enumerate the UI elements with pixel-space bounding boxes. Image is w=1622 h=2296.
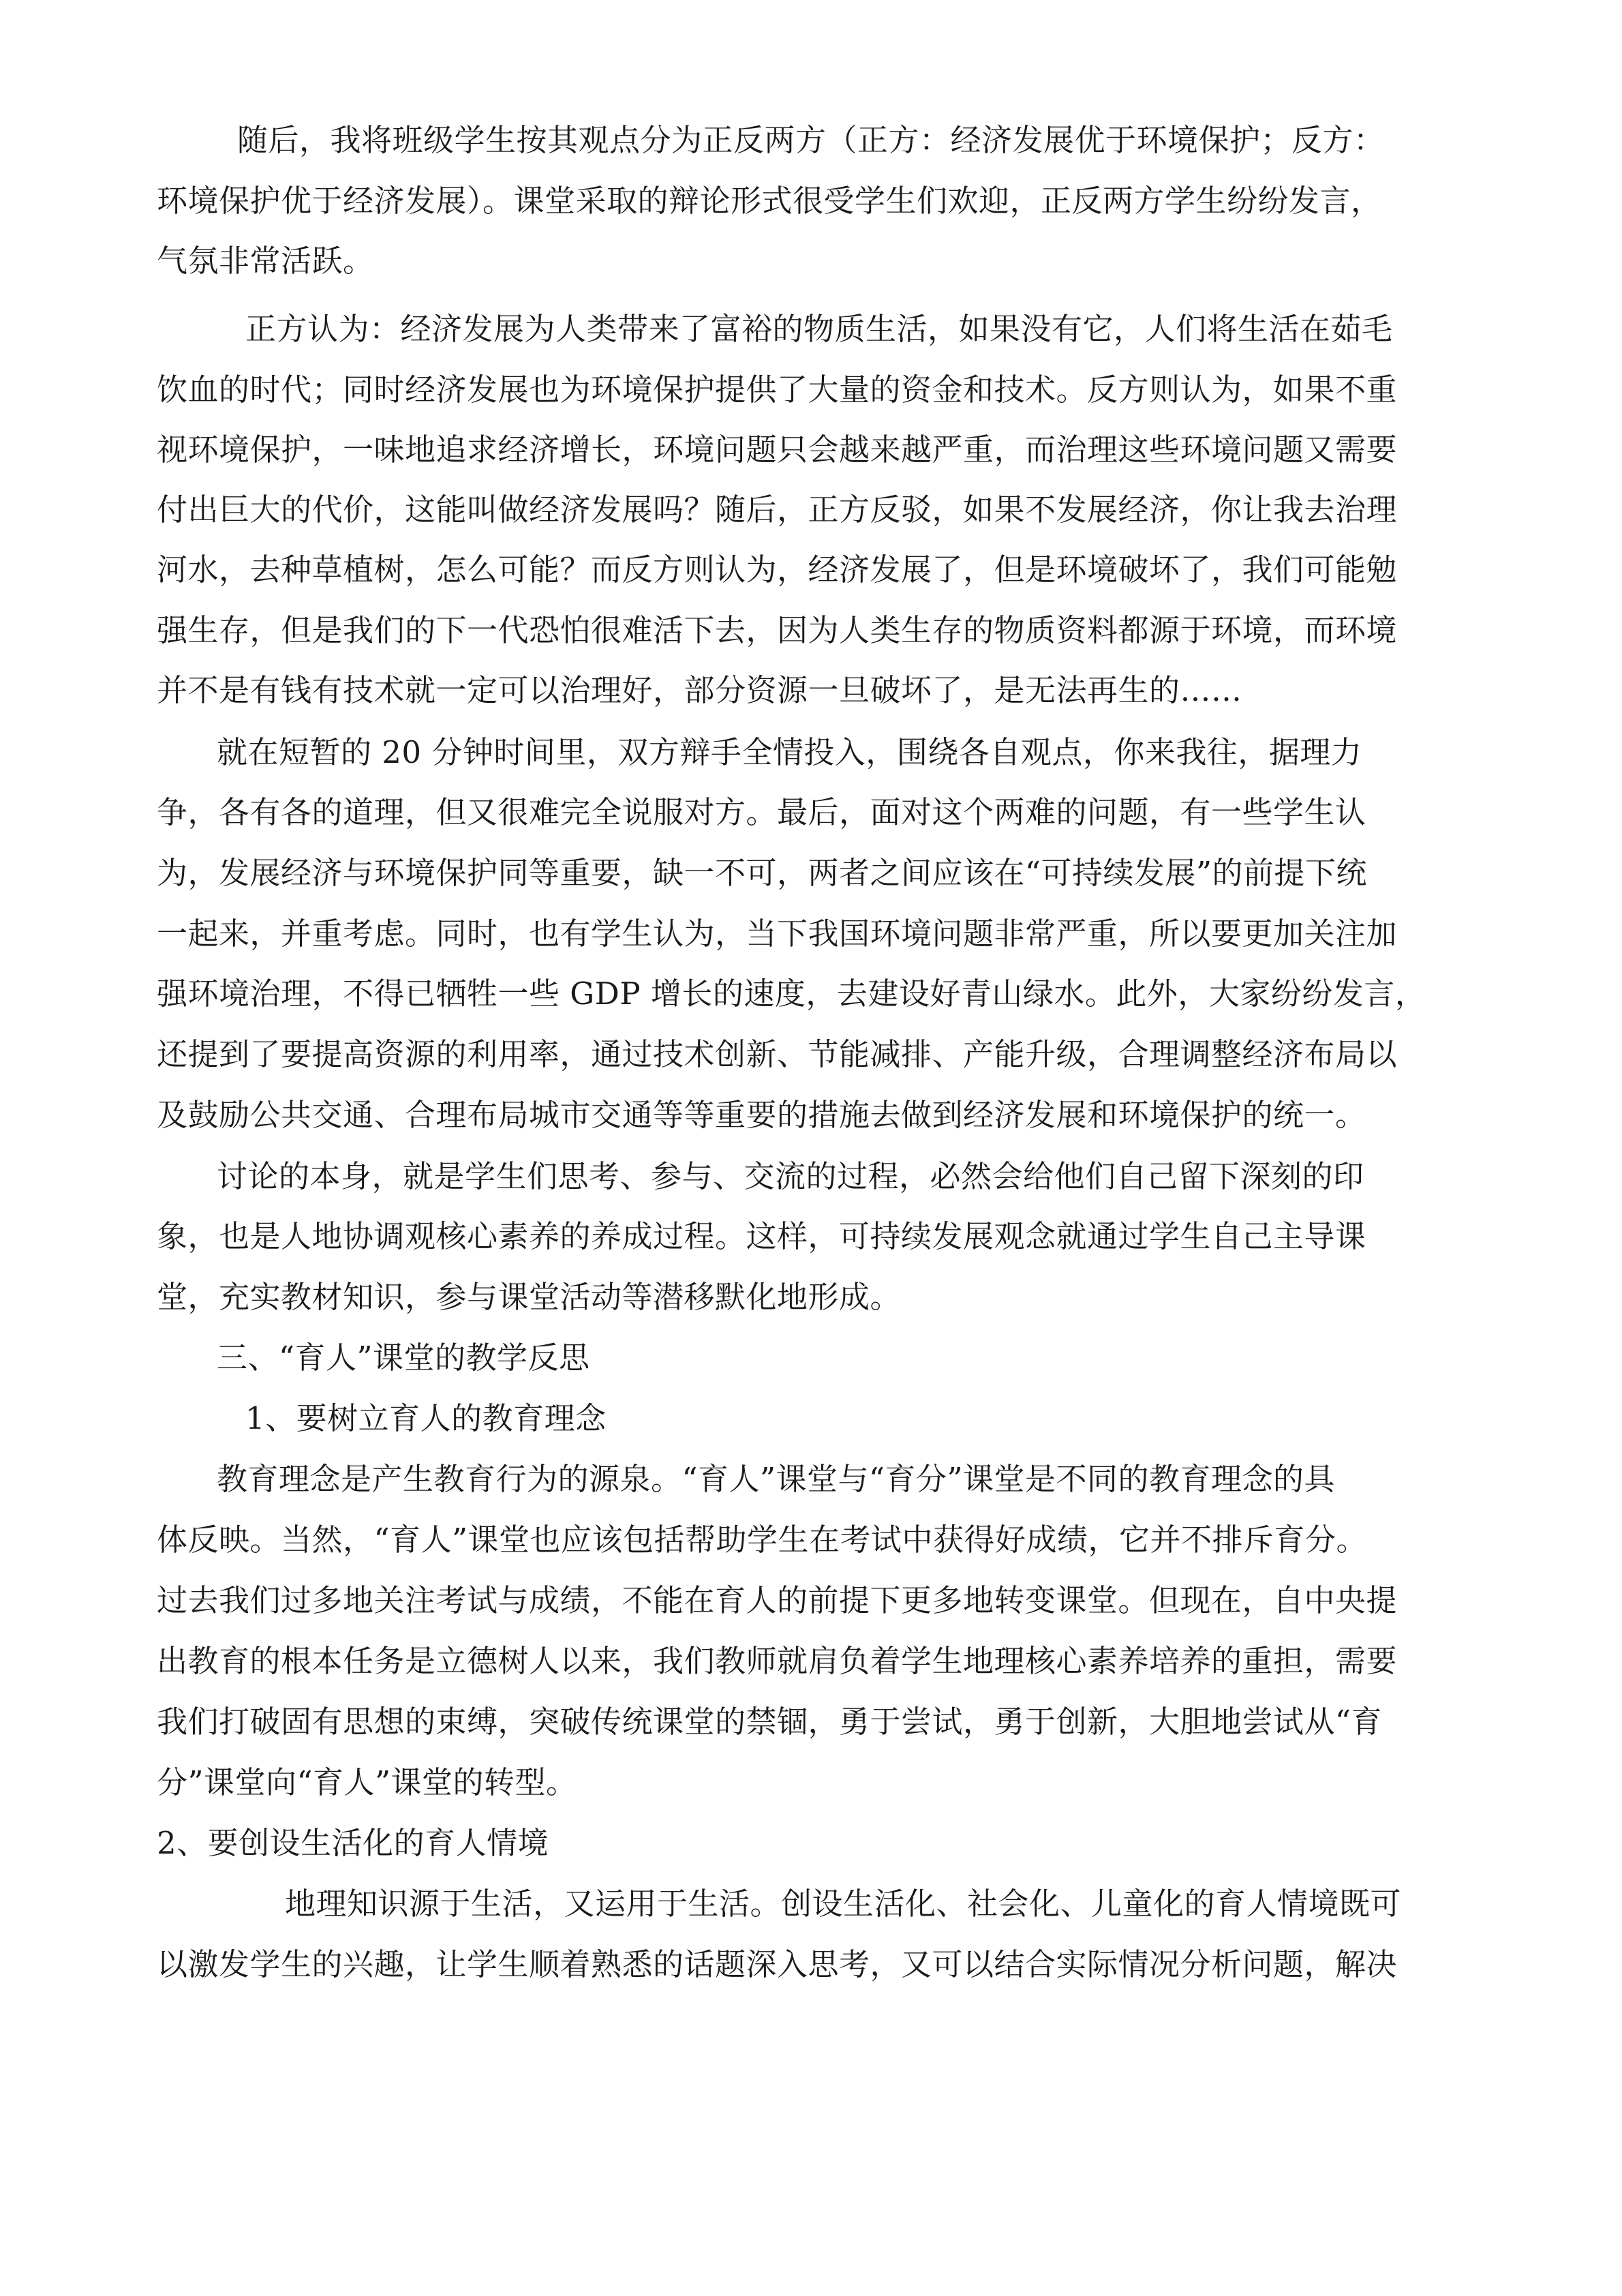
paragraph-line: 过去我们过多地关注考试与成绩，不能在育人的前提下更多地转变课堂。但现在，自中央提	[157, 1582, 1398, 1618]
paragraph-line: 地理知识源于生活，又运用于生活。创设生活化、社会化、儿童化的育人情境既可	[285, 1886, 1402, 1922]
paragraph-line: 象，也是人地协调观核心素养的养成过程。这样，可持续发展观念就通过学生自己主导课	[157, 1218, 1366, 1254]
paragraph-line: 强环境治理，不得已牺牲一些 GDP 增长的速度，去建设好青山绿水。此外，大家纷纷发言，	[157, 976, 1426, 1012]
section-heading: 三、“育人”课堂的教学反思	[217, 1340, 590, 1376]
paragraph-line: 以激发学生的兴趣，让学生顺着熟悉的话题深入思考，又可以结合实际情况分析问题，解决	[157, 1946, 1398, 1982]
paragraph-line: 堂，充实教材知识，参与课堂活动等潜移默化地形成。	[157, 1279, 902, 1315]
subsection-heading: 2、要创设生活化的育人情境	[157, 1825, 549, 1861]
paragraph-line: 气氛非常活跃。	[157, 243, 374, 279]
paragraph-line: 正方认为：经济发展为人类带来了富裕的物质生活，如果没有它，人们将生活在茹毛	[245, 311, 1393, 347]
paragraph-line: 河水，去种草植树，怎么可能？而反方则认为，经济发展了，但是环境破坏了，我们可能勉	[157, 552, 1398, 588]
paragraph-line: 一起来，并重考虑。同时，也有学生认为，当下我国环境问题非常严重，所以要更加关注加	[157, 916, 1398, 952]
paragraph-line: 体反映。当然，“育人”课堂也应该包括帮助学生在考试中获得好成绩，它并不排斥育分。	[157, 1522, 1368, 1558]
paragraph-line: 并不是有钱有技术就一定可以治理好，部分资源一旦破坏了，是无法再生的……	[157, 672, 1242, 708]
subsection-heading: 1、要树立育人的教育理念	[245, 1400, 607, 1436]
paragraph-line: 随后，我将班级学生按其观点分为正反两方（正方：经济发展优于环境保护；反方：	[237, 122, 1385, 158]
paragraph-line: 强生存，但是我们的下一代恐怕很难活下去，因为人类生存的物质资料都源于环境，而环境	[157, 612, 1398, 648]
paragraph-line: 我们打破固有思想的束缚，突破传统课堂的禁锢，勇于尝试，勇于创新，大胆地尝试从“育	[157, 1704, 1383, 1740]
paragraph-line: 为，发展经济与环境保护同等重要，缺一不可，两者之间应该在“可持续发展”的前提下统	[157, 855, 1368, 891]
paragraph-line: 视环境保护，一味地追求经济增长，环境问题只会越来越严重，而治理这些环境问题又需要	[157, 432, 1398, 468]
paragraph-line: 出教育的根本任务是立德树人以来，我们教师就肩负着学生地理核心素养培养的重担，需要	[157, 1643, 1398, 1679]
paragraph-line: 环境保护优于经济发展）。课堂采取的辩论形式很受学生们欢迎，正反两方学生纷纷发言，	[157, 183, 1382, 219]
paragraph-line: 就在短暂的 20 分钟时间里，双方辩手全情投入，围绕各自观点，你来我往，据理力	[217, 734, 1362, 770]
paragraph-line: 还提到了要提高资源的利用率，通过技术创新、节能减排、产能升级，合理调整经济布局以	[157, 1036, 1398, 1072]
paragraph-line: 及鼓励公共交通、合理布局城市交通等等重要的措施去做到经济发展和环境保护的统一。	[157, 1097, 1366, 1133]
paragraph-line: 付出巨大的代价，这能叫做经济发展吗？随后，正方反驳，如果不发展经济，你让我去治理	[157, 492, 1398, 528]
paragraph-line: 教育理念是产生教育行为的源泉。“育人”课堂与“育分”课堂是不同的教育理念的具	[217, 1461, 1336, 1497]
paragraph-line: 争，各有各的道理，但又很难完全说服对方。最后，面对这个两难的问题，有一些学生认	[157, 794, 1366, 830]
paragraph-line: 讨论的本身，就是学生们思考、参与、交流的过程，必然会给他们自己留下深刻的印	[217, 1158, 1364, 1194]
paragraph-line: 分”课堂向“育人”课堂的转型。	[157, 1764, 577, 1800]
paragraph-line: 饮血的时代；同时经济发展也为环境保护提供了大量的资金和技术。反方则认为，如果不重	[157, 372, 1398, 408]
